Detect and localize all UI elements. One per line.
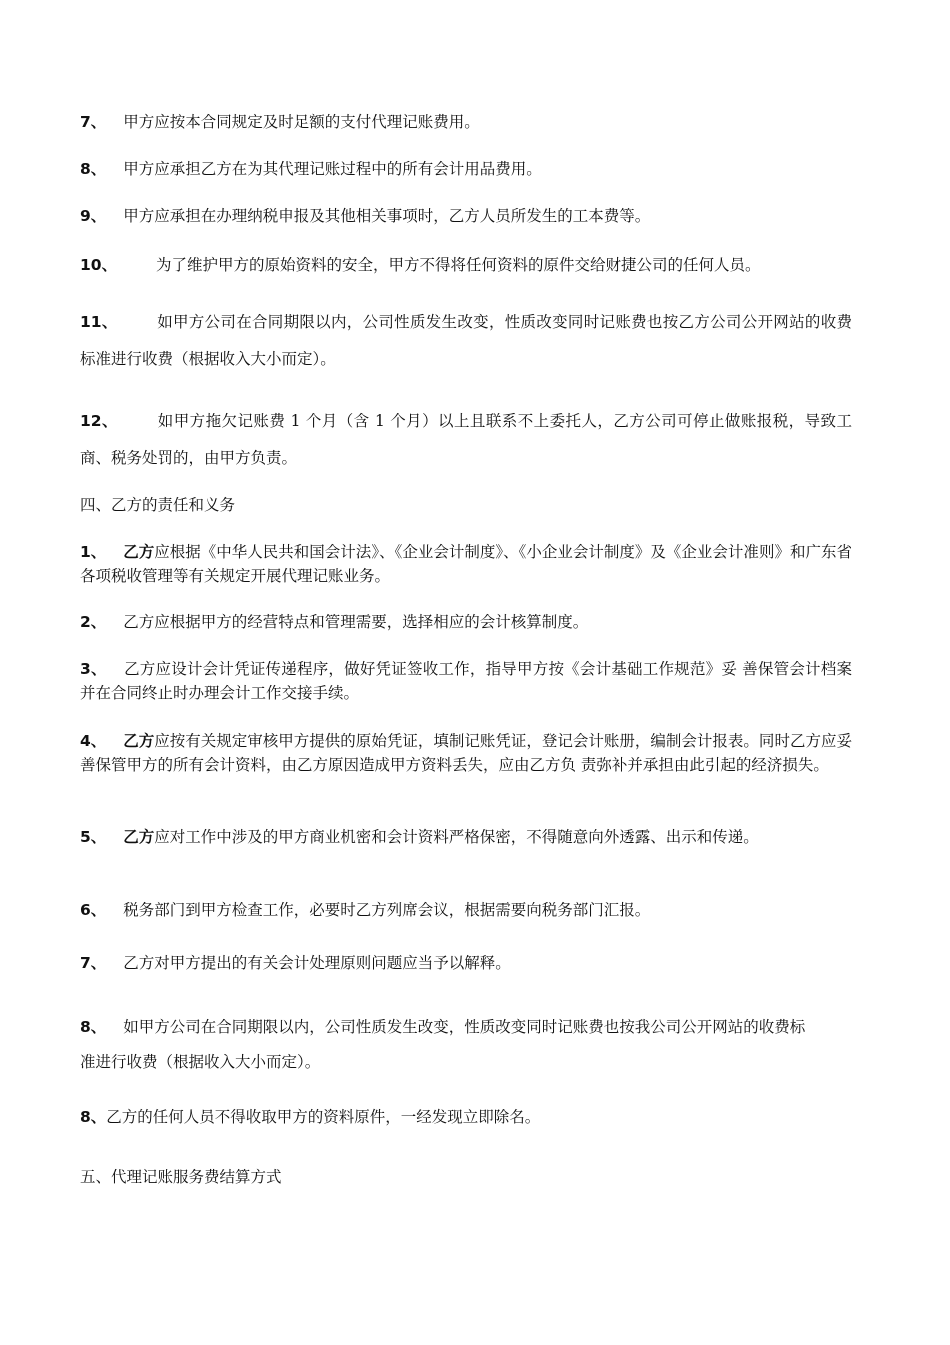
clause-text: 乙方应根据甲方的经营特点和管理需要，选择相应的会计核算制度。 — [123, 613, 589, 631]
clause-text: 如甲方公司在合同期限以内，公司性质发生改变，性质改变同时记账费也按我公司公开网站的收费标准进行收费（根据收入大小而定）。 — [80, 1018, 806, 1071]
clause-number: 12、 — [80, 412, 118, 430]
clause-b5 — [80, 825, 852, 849]
clause-a10 — [80, 253, 852, 277]
clause-a9 — [80, 204, 852, 228]
clause-number: 8、 — [80, 1018, 107, 1036]
clause-lead: 乙方 — [123, 828, 155, 846]
clause-text: 如甲方公司在合同期限以内，公司性质发生改变，性质改变同时记账费也按乙方公司公开网站的收费标准进行收费（根据收入大小而定）。 — [80, 313, 852, 368]
clause-a12 — [80, 403, 852, 477]
clause-a11 — [80, 304, 852, 378]
clause-text: 应根据《中华人民共和国会计法》、《企业会计制度》、《小企业会计制度》及《企业会计准则》和广东省各项税收管理等有关规定开展代理记账业务。 — [80, 543, 852, 585]
clause-text: 应按有关规定审核甲方提供的原始凭证，填制记账凭证，登记会计账册，编制会计报表。同时乙方应妥善保管甲方的所有会计资料，由乙方原因造成甲方资料丢失，应由乙方负 责弥补并承担由此引起的经济损失。 — [80, 732, 852, 774]
clause-a7 — [80, 110, 852, 134]
clause-number: 9、 — [80, 207, 107, 225]
clause-text: 如甲方拖欠记账费 1 个月（含 1 个月）以上且联系不上委托人，乙方公司可停止做账报税，导致工商、税务处罚的，由甲方负责。 — [80, 412, 852, 467]
clause-lead: 乙方 — [123, 543, 155, 561]
clause-text: 甲方应按本合同规定及时足额的支付代理记账费用。 — [123, 113, 480, 131]
clause-text: 乙方应设计会计凭证传递程序，做好凭证签收工作，指导甲方按《会计基础工作规范》妥 善保管会计档案并在合同终止时办理会计工作交接手续。 — [80, 660, 852, 702]
clause-b3 — [80, 657, 852, 705]
clause-text: 乙方对甲方提出的有关会计处理原则问题应当予以解释。 — [123, 954, 511, 972]
clause-text: 为了维护甲方的原始资料的安全，甲方不得将任何资料的原件交给财捷公司的任何人员。 — [156, 256, 761, 274]
section-title: 五、代理记账服务费结算方式 — [80, 1168, 282, 1186]
clause-number: 6、 — [80, 901, 107, 919]
clause-number: 7、 — [80, 954, 107, 972]
clause-text: 甲方应承担乙方在为其代理记账过程中的所有会计用品费用。 — [123, 160, 542, 178]
clause-number: 4、 — [80, 732, 107, 750]
clause-number: 7、 — [80, 113, 107, 131]
clause-b2 — [80, 610, 852, 634]
section-heading-4 — [80, 493, 852, 517]
clause-text: 应对工作中涉及的甲方商业机密和会计资料严格保密，不得随意向外透露、出示和传递。 — [154, 828, 759, 846]
clause-text: 甲方应承担在办理纳税申报及其他相关事项时，乙方人员所发生的工本费等。 — [123, 207, 651, 225]
clause-b8-second — [80, 1105, 852, 1129]
clause-b8 — [80, 1010, 820, 1080]
clause-number: 11、 — [80, 313, 118, 331]
section-title: 四、乙方的责任和义务 — [80, 496, 236, 514]
clause-text: 乙方的任何人员不得收取甲方的资料原件，一经发现立即除名。 — [106, 1108, 541, 1126]
clause-number: 2、 — [80, 613, 107, 631]
clause-text: 税务部门到甲方检查工作，必要时乙方列席会议，根据需要向税务部门汇报。 — [123, 901, 651, 919]
clause-b7 — [80, 951, 852, 975]
clause-number: 5、 — [80, 828, 107, 846]
clause-number: 8、 — [80, 1108, 107, 1126]
clause-number: 8、 — [80, 160, 107, 178]
section-heading-5 — [80, 1165, 852, 1189]
clause-a8 — [80, 157, 852, 181]
clause-b1 — [80, 540, 852, 588]
clause-b4 — [80, 729, 852, 777]
clause-lead: 乙方 — [123, 732, 155, 750]
clause-number: 10、 — [80, 256, 118, 274]
clause-number: 3、 — [80, 660, 107, 678]
clause-b6 — [80, 898, 852, 922]
clause-number: 1、 — [80, 543, 107, 561]
